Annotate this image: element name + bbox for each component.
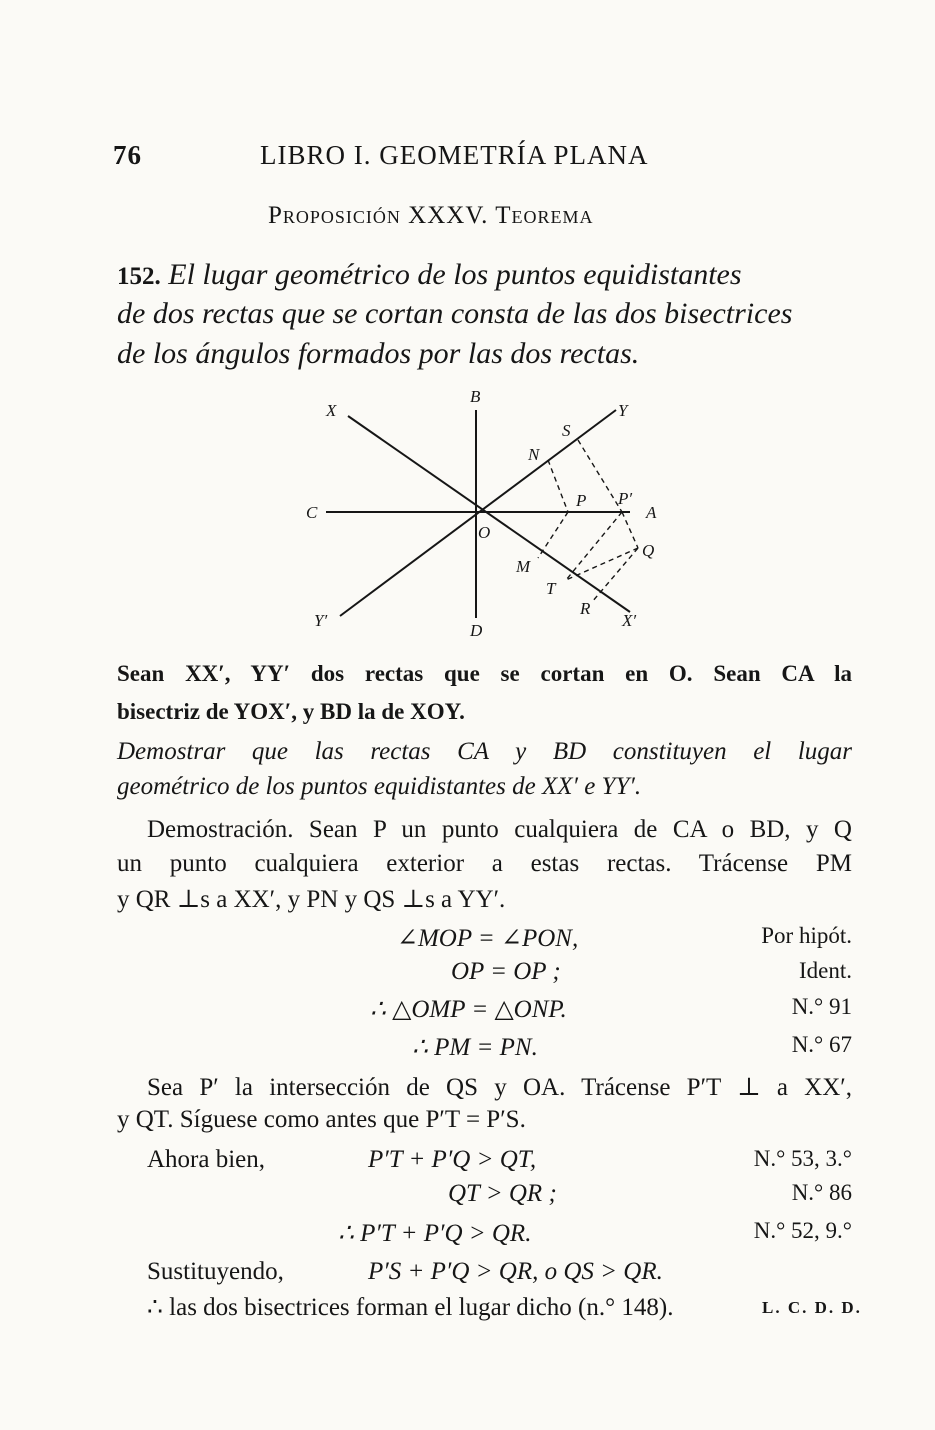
label-p-prime: P′ [618,489,633,508]
statement-line-1 [117,258,852,292]
label-s: S [562,421,571,440]
statement-text-1: El lugar geométrico de los puntos equidistantes [168,258,742,291]
to-prove-line-2: geométrico de los puntos equidistantes de XX′ e YY′. [117,773,642,800]
step-2-expr: OP = OP ; [451,958,561,985]
page-number: 76 [113,140,142,170]
label-x: X [326,401,337,420]
proof-intro-line-3: y QR ⊥s a XX′, y PN y QS ⊥s a YY′. [117,886,506,913]
segment-qt [566,548,638,580]
bisector-diagram [300,390,680,650]
label-p: P [576,491,587,510]
label-n: N [528,445,540,464]
label-q: Q [642,541,655,560]
statement-line-3: de los ángulos formados por las dos rectas. [117,337,640,370]
statement-number: 152. [117,263,161,290]
label-y-prime: Y′ [314,611,328,630]
second-part-line-2: y QT. Síguese como antes que P′T = P′S. [117,1106,526,1133]
label-o: O [478,523,491,542]
label-c: C [306,503,318,522]
step-1-expr: ∠MOP = ∠PON, [397,925,579,952]
steps2-row-2-expr: QT > QR ; [448,1180,557,1207]
steps2-lead: Ahora bien, [147,1146,266,1173]
label-a: A [646,503,657,522]
label-r: R [580,599,591,618]
to-prove-line-1: Demostrar que las rectas CA y BD constituyen el lugar [117,738,852,765]
substitution-expr: P′S + P′Q > QR, o QS > QR. [368,1258,663,1285]
step-1-reason: Por hipót. [761,923,852,948]
hypothesis-line-2: bisectriz de YOX′, y BD la de XOY. [117,699,465,724]
steps2-row-2-reason: N.° 86 [791,1180,852,1205]
qed-mark: L. C. D. D. [762,1298,862,1317]
steps2-row-3-reason: N.° 52, 9.° [753,1218,852,1243]
step-3-expr: ∴ △OMP = △ONP. [370,996,567,1023]
proof-intro-line-1: Demostración. Sean P un punto cualquiera de CA o BD, y Q [147,816,852,843]
step-4-reason: N.° 67 [791,1032,852,1057]
running-title: LIBRO I. GEOMETRÍA PLANA [260,140,649,170]
steps2-row-3-expr: ∴ P′T + P′Q > QR. [338,1220,532,1247]
segment-qs-lower [622,512,638,548]
segment-qr [592,548,638,602]
label-b: B [470,390,481,406]
second-part-line-1: Sea P′ la intersección de QS y OA. Trácense P′T ⊥ a XX′, [147,1074,852,1101]
label-y: Y [618,401,628,420]
proof-intro-line-2: un punto cualquiera exterior a estas rectas. Trácense PM [117,850,852,877]
label-x-prime: X′ [622,611,637,630]
segment-pn [548,460,568,512]
label-m: M [516,557,531,576]
line-xx-prime [348,416,633,612]
step-4-expr: ∴ PM = PN. [412,1034,538,1061]
label-d: D [470,621,483,640]
step-3-reason: N.° 91 [791,994,852,1019]
steps2-row-1-expr: P′T + P′Q > QT, [368,1146,537,1173]
conclusion-text: ∴ las dos bisectrices forman el lugar dicho (n.° 148). [147,1294,674,1321]
segment-pm [538,512,568,558]
steps2-row-1-reason: N.° 53, 3.° [753,1146,852,1171]
hypothesis-line-1: Sean XX′, YY′ dos rectas que se cortan en O. Sean CA la [117,661,852,686]
substitution-lead: Sustituyendo, [147,1258,284,1285]
step-2-reason: Ident. [798,958,852,983]
statement-line-2: de dos rectas que se cortan consta de las dos bisectrices [117,297,793,330]
proposition-title: Proposición XXXV. Teorema [268,202,594,229]
label-t: T [546,579,556,598]
segment-p-prime-t [566,512,622,580]
